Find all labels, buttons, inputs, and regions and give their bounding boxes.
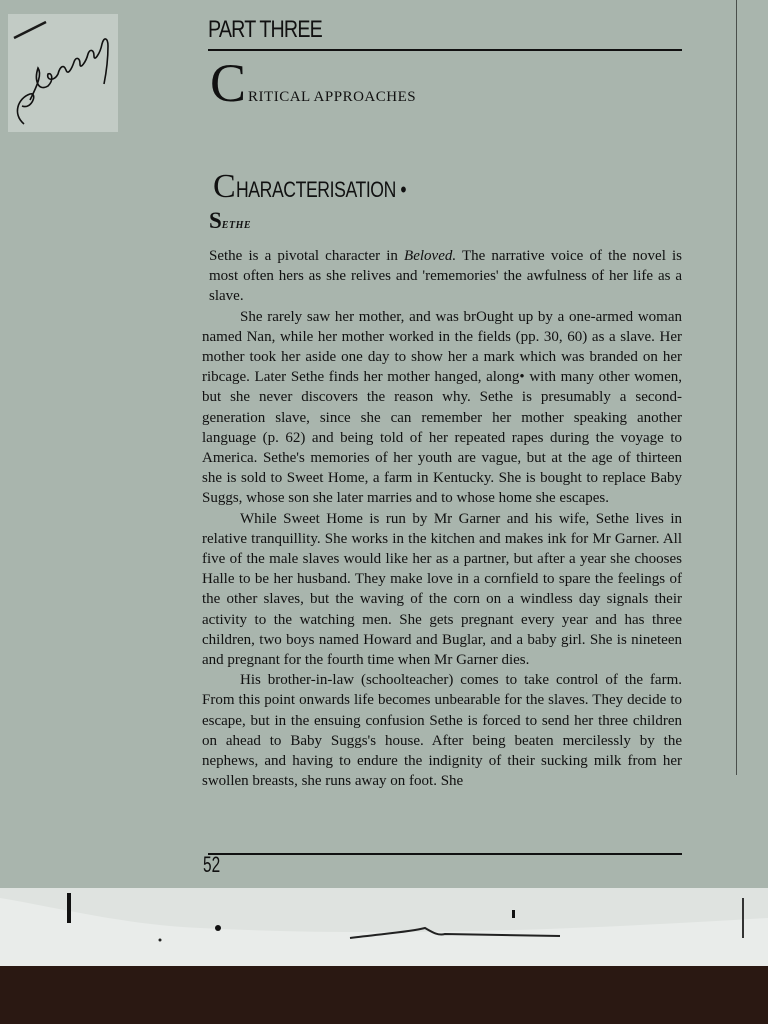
part-title: PART THREE	[208, 16, 322, 43]
page-number: 52	[203, 852, 221, 877]
page-edge-line	[736, 0, 737, 775]
footer-rule	[208, 853, 682, 855]
desk-marks	[0, 888, 768, 968]
signature-graphic	[8, 14, 118, 132]
paragraph-1-end: The narrative voice of the novel is most often hers as she relives and 'rememories' the awfulness of her life as a slave.	[209, 248, 682, 305]
book-title-emphasis: Beloved.	[404, 248, 457, 264]
section-title-rest: RITICAL APPROACHES	[248, 89, 417, 105]
paragraph-1	[202, 246, 682, 307]
chapter-initial: C	[213, 168, 236, 205]
character-heading	[209, 208, 251, 234]
paragraph-2: She rarely saw her mother, and was brOught up by a one-armed woman named Nan, while her mother worked in the fields (pp. 30, 60) as a slave. Her mother took her aside one day to show her a mark which was branded on her ribcage. Later Sethe finds her mother hanged, along• with many other women, but she never discovers the reason why. Sethe is presumably a second-generation slave, since she can remember her mother speaking another language (p. 62) and being told of her repeated rapes during the voyage to America. Sethe's memories of her youth are vague, but at the age of thirteen she is sold to Sweet Home, a farm in Kentucky. She is bought to replace Baby Suggs, whose son she later marries and to whose home she escapes.	[202, 308, 682, 507]
chapter-title-rest: HARACTERISATION •	[235, 177, 406, 202]
section-title	[210, 53, 417, 113]
desk-surface	[0, 888, 768, 1024]
body-text	[202, 246, 682, 791]
section-initial: C	[210, 53, 247, 113]
paragraph-3: While Sweet Home is run by Mr Garner and his wife, Sethe lives in relative tranquillity. She works in the kitchen and makes ink for Mr Garner. All five of the male slaves would like her as a partner, but after a year she chooses Halle to be her husband. They make love in a cornfield to spare the feelings of the other slaves, but the waving of the corn on a windless day signals their activity to the watching men. She gets pregnant every year and has three children, two boys named Howard and Buglar, and a baby girl. She is nineteen and pregnant for the fourth time when Mr Garner dies.	[202, 510, 682, 669]
paragraph-1-start: Sethe is a pivotal character in	[209, 248, 405, 264]
signature-stamp	[8, 14, 118, 132]
dark-edge	[0, 966, 768, 1024]
header-rule	[208, 49, 682, 51]
character-heading-rest: ETHE	[221, 220, 252, 231]
character-initial: S	[209, 208, 222, 233]
chapter-title	[213, 168, 448, 206]
paragraph-4: His brother-in-law (schoolteacher) comes to take control of the farm. From this point onwards life becomes unbearable for the slaves. They decide to escape, but in the ensuing confusion Sethe is forced to send her three children on ahead to Baby Suggs's house. After being beaten mercilessly by the nephews, and having to endure the indignity of their sucking milk from her swollen breasts, she runs away on foot. She	[202, 672, 682, 790]
